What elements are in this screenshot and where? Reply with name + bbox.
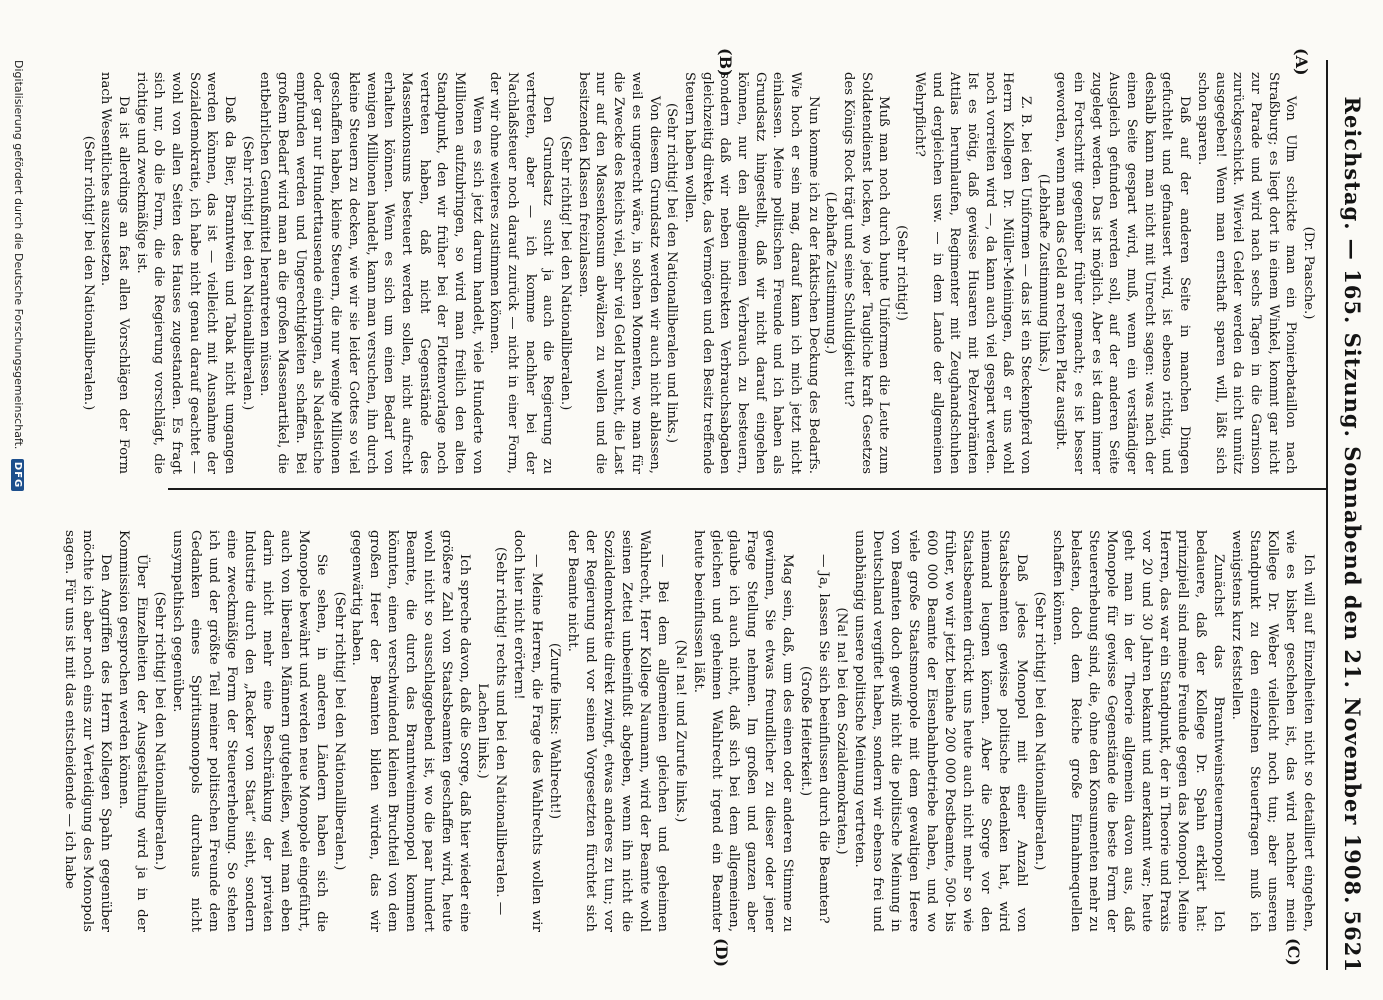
right-column-paragraph: Den Grundsatz sucht ja auch die Regierung zu vertreten, aber — ich komme nachher bei der Nachlaßsteuer noch darauf zurück — nicht in einer Form, der wir ohne weiteres zustimmen können. [487, 72, 556, 474]
left-column-paragraph: Über Einzelheiten der Ausgestaltung wird ja in der Kommission gesprochen werden können. [116, 530, 150, 932]
left-column-paragraph: (Zurufe links: Wahlrecht!) [546, 642, 562, 820]
margin-mark-a: (A) [1292, 48, 1311, 76]
page-number: 5621 [1340, 910, 1365, 973]
left-column-paragraph: Zunächst das Branntweinsteuermonopol! Ich bedauere, daß der Kollege Dr. Spahn erklärt hat: prinzipiell sind meine Freunde gegen das Monopol. Meine Herren, das war ein Standpunkt, der in Theorie und Praxis vor 20 und 30 Jahren bekannt und anerkannt war; heute geht man in der Theorie allgemein davon aus, daß Monopole für gewisse Gegenstände die beste Form der Steuererhebung sind, die, ohne den Konsumenten mehr zu belasten, doch dem Reiche große Einnahmequellen schaffen können. [1049, 530, 1227, 932]
page-title: Reichstag. — 165. Sitzung. Sonnabend den 21. November 1908. [1340, 96, 1365, 905]
margin-mark-d: (D) [712, 938, 731, 968]
footer-text: Digitalisierung gefördert durch die Deutsche Forschungsgemeinschaft. [12, 60, 25, 450]
right-column-paragraph: Z. B. bei den Uniformen — das ist ein Steckenpferd von Herrn Kollegen Dr. Müller-Meiningen, daß er uns wohl noch vorreiten wird —, da kann auch viel gespart werden. Ist es nötig, daß gewisse Husaren mit Pelzverbrämten Attilas herumlaufen, Regimenter mit Zeughandschuhen und dergleichen usw. — in dem Lande der allgemeinen Wehrpflicht? [911, 72, 1033, 474]
column-divider [168, 488, 1328, 490]
left-column-paragraph: (Große Heiterkeit.) [798, 665, 814, 797]
left-column-paragraph: (Na! na! und Zurufe links.) [672, 639, 688, 823]
right-column-paragraph: Muß man noch durch bunte Uniformen die Leute zum Soldatendienst locken, wo jeder Taugliche kraft Gesetzes des Königs Rock trägt und seine Schuldigkeit tut? [841, 72, 892, 474]
right-column-paragraph: (Sehr richtig! bei den Nationalliberalen.) [558, 135, 574, 411]
right-column-paragraph: Nun komme ich zu der faktischen Deckung des Bedarfs. Wie hoch er sein mag, darauf kann ich mich jetzt nicht einlassen. Meine politischen Freunde und ich haben als Grundsatz hingestellt, daß wir nicht darauf eingehen können, nur den allgemeinen Verbrauch zu besteuern, sondern daß wir neben indirekten Verbrauchsabgaben gleichzeitig direkte, das Vermögen und den Besitz treffende Steuern haben wollen. [681, 72, 821, 474]
right-column-paragraph: Von Ulm schickte man ein Pionierbataillon nach Straßburg; es liegt dort in einem Winkel, kommt gar nicht zur Parade und wird nach sechs Tagen in die Garnison zurückgeschickt. Wieviel Gelder werden da nicht unnütz ausgegeben! Wenn man ernsthaft sparen will, läßt sich schon sparen. [1194, 72, 1299, 474]
left-column-paragraph: Daß jedes Monopol mit einer Anzahl von Staatsbeamten gewisse politische Bedenken hat, wird niemand leugnen können. Aber die Sorge vor den Staatsbeamten drückt uns heute auch nicht mehr so wie früher, wo wir jetzt beinahe 200 000 Postbeamte, 500- bis 600 000 Beamte der Eisenbahnbetriebe haben, und wo viele große Staatsmonopole mit dem gewaltigen Heere von Beamten doch gewiß nicht die politische Meinung in Deutschland vergiftet haben, sondern wir ebenso frei und unabhängig unsere politische Meinung vertreten. [852, 530, 1029, 932]
right-column-paragraph: (Sehr richtig!) [894, 225, 910, 321]
right-column-paragraph: (Lebhafte Zustimmung links.) [1035, 173, 1051, 373]
right-column-paragraph: Daß auf der anderen Seite in manchen Dingen gefuchtelt und gefnausert wird, ist ebenso richtig, und deshalb kann man nicht mit Unrecht sagen: was nach der einen Seite gespart wird, muß, wenn ein verständiger Ausgleich gefunden werden soll, auf der anderen Seite zugelegt werden. Das ist möglich. Aber es ist dann immer ein Fortschritt gegenüber früher gemacht; es ist besser geworden, wenn man das Geld an rechten Platz ausgibt. [1053, 72, 1193, 474]
page-header [1329, 68, 1369, 973]
left-column-paragraph: — Meine Herren, die Frage des Wahlrechts wollen wir doch hier nicht erörtern! [511, 530, 545, 932]
digitization-footer [12, 60, 26, 970]
right-column-paragraph: (Sehr richtig! bei den Nationalliberalen.) [80, 135, 96, 411]
text-column-left [60, 530, 1317, 932]
right-column-paragraph: Daß da Bier, Branntwein und Tabak nicht umgangen werden können, das ist — vielleicht mit Ausnahme der Sozialdemokratie, ich habe nicht genau darauf geachtet — wohl von allen Seiten des Hauses zugestanden. Es fragt sich nur, ob die Form, die die Regierung vorschlägt, die richtige und zweckmäßige ist. [133, 72, 238, 474]
right-column-paragraph: (Sehr richtig! bei den Nationalliberalen und links.) [664, 102, 680, 444]
left-column-paragraph: Ich spreche davon, daß die Sorge, daß hier wieder eine größere Zahl von Staatsbeamten geschaffen wird, heute wohl nicht so ausschlaggebend ist, wo die paar hundert Beamte, die durch das Branntweinmonopol kommen könnten, einen verschwindend kleinen Bruchteil von dem großen Heer der Beamten bilden würden, das wir gegenwärtig haben. [349, 530, 473, 932]
right-column-paragraph: Von diesem Grundsatz werden wir auch nicht ablassen, weil es ungerecht wäre, in solchen Momenten, wo man für die Zwecke des Reichs viel, sehr viel Geld braucht, die Last nur auf den Massenkonsum abwälzen zu wollen und die besitzenden Klassen freizulassen. [575, 72, 662, 474]
left-column-paragraph: Ich will auf Einzelheiten nicht so detailliert eingehen, wie es bisher geschehen ist, das wird nachher mein Kollege Dr. Weber vielleicht noch tun; aber unseren Standpunkt zu den einzelnen Steuerfragen muß ich wenigstens kurz feststellen. [1229, 530, 1316, 932]
text-column-right [79, 72, 1317, 474]
left-column-paragraph: Sie sehen, in anderen Ländern haben sich die Monopole bewährt und werden neue Monopole eingeführt, auch von liberalen Männern gutgeheißen, weil man eben darin nicht mehr eine Beschränkung der privaten Industrie durch den „Racker von Staat“ sieht, sondern eine zweckmäßige Form der Steuererhebung. So stehen ich und der größte Teil meiner politischen Freunde dem Gedanken eines Spiritusmonopols durchaus nicht unsympathisch gegenüber. [169, 530, 329, 932]
right-column-paragraph: Da ist allerdings an fast allen Vorschlägen der Form nach Wesentliches auszusetzen. [98, 72, 131, 474]
left-column-paragraph: — Bei dem allgemeinen gleichen und geheimen Wahlrecht, Herr Kollege Naumann, wird der Beamte wohl seinen Zettel unbeeinflußt abgeben, wenn ihn nicht die Sozialdemokratie direkt zwingt, etwas anderes zu tun; vor der Regierung und vor seinen Vorgesetzten fürchtet sich der Beamte nicht. [564, 530, 670, 932]
margin-mark-b: (B) [716, 48, 735, 77]
left-column-paragraph: (Sehr richtig! bei den Nationalliberalen.) [152, 591, 167, 871]
margin-mark-c: (C) [1284, 938, 1303, 966]
left-column-paragraph: — Ja, lassen Sie sich beeinflussen durch die Beamten? [816, 554, 832, 924]
right-column-paragraph: Wenn es sich jetzt darum handelt, viele Hunderte von Millionen aufzubringen, so wird man freilich den alten Standpunkt, den wir früher bei der Flottenvorlage noch vertreten haben, daß nicht Gegenstände des Massenkonsums besteuert werden sollen, nicht aufrecht erhalten können. Wenn es sich um einen Bedarf von wenigen Millionen handelt, kann man versuchen, ihn durch kleine Steuern zu decken, wie wir sie leider Gottes so viel geschaffen haben, kleine Steuern, die nur wenige Millionen oder gar nur Hunderttausende einbringen, als Nadelstiche empfunden werden und Ungerechtigkeiten schaffen. Bei großem Bedarf wird man an die großen Massenartikel, die entbehrlichen Genußmittel herantreten müssen. [257, 72, 485, 474]
right-column-paragraph: (Sehr richtig! bei den Nationalliberalen.) [239, 135, 255, 411]
right-column-paragraph: (Lebhafte Zustimmung.) [823, 191, 839, 355]
dfg-logo: DFG [12, 459, 25, 491]
left-column-paragraph: (Na! na! bei den Sozialdemokraten.) [834, 607, 850, 855]
left-column-paragraph: (Sehr richtig! bei den Nationalliberalen.) [1031, 591, 1047, 871]
left-column-paragraph: (Sehr richtig! bei den Nationalliberalen.) [331, 591, 347, 871]
left-column-paragraph: (Sehr richtig! rechts und bei den Nationalliberalen. — Lachen links.) [475, 546, 509, 916]
left-column-paragraph: Mag sein, daß, um des einen oder anderen Stimme zu gewinnen, Sie etwas freundlicher zu dieser oder jener Frage Stellung nehmen. Im großen und ganzen aber glaube ich auch nicht, daß sich bei dem allgemeinen, gleichen und geheimen Wahlrecht irgend ein Beamter heute beeinflussen läßt. [690, 530, 796, 932]
header-rule [1326, 60, 1328, 970]
left-column-paragraph: Den Angriffen des Herrn Kollegen Spahn gegenüber möchte ich aber noch eins zur Verteidigung des Monopols sagen. Für uns ist mit das entscheidende — ich habe [62, 530, 114, 932]
speaker-label: (Dr. Paasche.) [1301, 226, 1316, 320]
